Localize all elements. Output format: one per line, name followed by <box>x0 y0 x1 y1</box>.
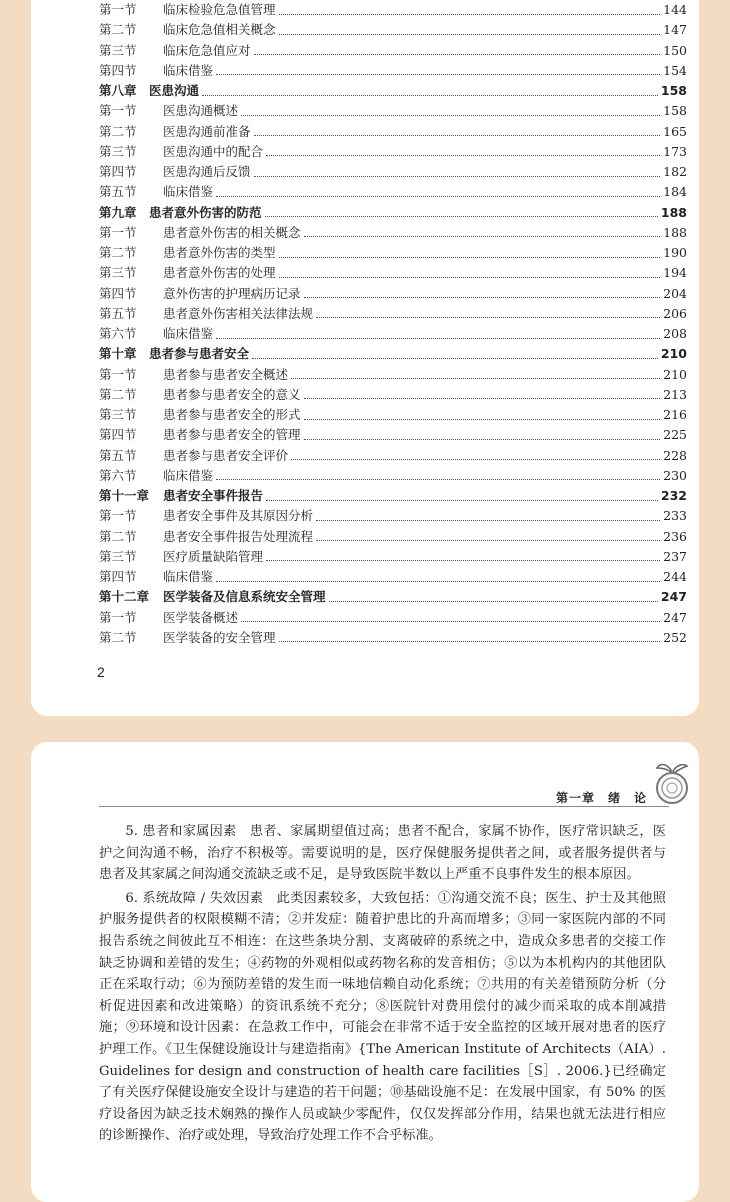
toc-entry-title: 患者参与患者安全的形式 <box>163 407 301 422</box>
toc-entry-title: 临床危急值应对 <box>163 42 251 58</box>
toc-entry-page: 210 <box>663 366 687 382</box>
toc-entry-label: 第十一章 <box>99 488 150 503</box>
toc-entry-page: 194 <box>663 265 687 281</box>
toc-leader-dots <box>254 54 661 55</box>
toc-section-row[interactable] <box>99 162 687 182</box>
toc-section-row[interactable] <box>99 628 687 648</box>
toc-entry-label: 第一节 <box>99 2 137 17</box>
toc-entry-page: 216 <box>663 407 687 422</box>
toc-section-row[interactable] <box>99 527 687 547</box>
body-paragraph: 6. 系统故障 / 失效因素 此类因素较多，大致包括：①沟通交流不良；医生、护士及其他照护服务提供者的权限模糊不清；②并发症：随着护患比的升高而增多；③同一家医院内部的不同报告系统之间彼此互不相连：在这些条块分割、支离破碎的系统之中，造成众多患者的交接工作缺乏协调和差错的发生；④药物的外观相似或药物名称的发音相仿；⑤以为本机构内的其他团队正在采取行动；⑥为预防差错的发生而一味地信赖自动化系统；⑦共用的有关差错预防分析（分析促进因素和改进策略）的资讯系统不充分；⑧医院针对费用偿付的减少而采取的成本削减措施；⑨环境和设计因素：在急救工作中，可能会在非常不适于安全监控的区域开展对患者的医疗护理工作。《卫生保健设施设计与建造指南》{The American Institute of Architects（AIA）. Guidelines for design and construction of health care facilities［S］. 2006.}已经确定了有关医疗保健设施安全设计与建造的若干问题；⑩基础设施不足：在发展中国家，有 50% 的医疗设备因为缺乏技术娴熟的操作人员或缺少零配件，仅仅发挥部分作用，结果也就无法进行相应的诊断操作、治疗或处理，导致治疗处理工作不合乎标准。 <box>99 890 666 1144</box>
toc-section-row[interactable] <box>99 243 687 263</box>
toc-entry-page: 173 <box>663 143 687 159</box>
toc-entry-page: 252 <box>663 629 687 645</box>
toc-entry-page: 184 <box>663 184 687 200</box>
toc-entry-title: 患者参与患者安全 <box>149 346 250 362</box>
toc-entry-label: 第一节 <box>99 103 137 119</box>
toc-leader-dots <box>241 621 660 622</box>
toc-leader-dots <box>254 176 661 177</box>
toc-entry-page: 225 <box>663 427 687 443</box>
toc-leader-dots <box>252 358 658 359</box>
toc-leader-dots <box>304 297 661 298</box>
toc-entry-title: 患者意外伤害的处理 <box>163 265 276 281</box>
table-of-contents <box>99 0 687 648</box>
toc-entry-title: 患者安全事件报告 <box>163 488 264 503</box>
toc-leader-dots <box>291 378 660 379</box>
toc-entry-label: 第二节 <box>99 386 137 402</box>
toc-entry-label: 第十二章 <box>99 589 150 605</box>
toc-leader-dots <box>216 74 660 75</box>
toc-entry-title: 医学装备的安全管理 <box>163 629 276 645</box>
toc-section-row[interactable] <box>99 284 687 304</box>
toc-chapter-row[interactable] <box>99 587 687 607</box>
toc-leader-dots <box>216 581 660 582</box>
toc-leader-dots <box>266 155 660 156</box>
toc-section-row[interactable] <box>99 405 687 425</box>
toc-entry-page: 182 <box>663 164 687 179</box>
toc-entry-label: 第四节 <box>99 285 137 301</box>
toc-entry-page: 154 <box>663 62 687 78</box>
toc-entry-label: 第九章 <box>99 204 137 220</box>
toc-entry-label: 第六节 <box>99 326 137 341</box>
toc-leader-dots <box>304 398 661 399</box>
toc-section-row[interactable] <box>99 365 687 385</box>
toc-entry-page: 233 <box>663 508 687 524</box>
toc-section-row[interactable] <box>99 385 687 405</box>
toc-entry-page: 165 <box>663 123 687 139</box>
toc-leader-dots <box>216 338 660 339</box>
toc-entry-page: 228 <box>663 447 687 463</box>
toc-leader-dots <box>316 317 660 318</box>
toc-section-row[interactable] <box>99 182 687 202</box>
toc-entry-title: 临床检验危急值管理 <box>163 2 276 17</box>
toc-leader-dots <box>316 520 660 521</box>
toc-section-row[interactable] <box>99 446 687 466</box>
toc-leader-dots <box>291 459 660 460</box>
toc-section-row[interactable] <box>99 608 687 628</box>
toc-entry-title: 医学装备及信息系统安全管理 <box>163 589 326 605</box>
toc-section-row[interactable] <box>99 61 687 81</box>
toc-section-row[interactable] <box>99 567 687 587</box>
toc-entry-label: 第五节 <box>99 184 137 200</box>
toc-entry-title: 临床借鉴 <box>163 62 214 78</box>
toc-entry-label: 第四节 <box>99 62 137 78</box>
toc-section-row[interactable] <box>99 122 687 142</box>
toc-section-row[interactable] <box>99 466 687 486</box>
toc-leader-dots <box>216 479 660 480</box>
toc-chapter-row[interactable] <box>99 203 687 223</box>
page-number: 2 <box>97 664 105 680</box>
toc-entry-label: 第二节 <box>99 123 137 139</box>
toc-section-row[interactable] <box>99 20 687 40</box>
toc-entry-label: 第二节 <box>99 245 137 260</box>
toc-entry-page: 213 <box>663 386 687 402</box>
header-rule <box>99 806 669 807</box>
toc-entry-title: 患者参与患者安全概述 <box>163 366 289 382</box>
toc-leader-dots <box>279 277 661 278</box>
toc-section-row[interactable] <box>99 547 687 567</box>
body-text <box>99 821 666 1149</box>
toc-entry-label: 第二节 <box>99 22 137 38</box>
toc-section-row[interactable] <box>99 304 687 324</box>
toc-leader-dots <box>202 95 658 96</box>
toc-leader-dots <box>266 560 660 561</box>
toc-entry-page: 247 <box>663 609 687 625</box>
toc-chapter-row[interactable] <box>99 81 687 101</box>
toc-entry-label: 第二节 <box>99 629 137 645</box>
toc-entry-page: 190 <box>663 245 687 260</box>
toc-entry-title: 医患沟通中的配合 <box>163 143 264 159</box>
toc-chapter-row[interactable] <box>99 344 687 364</box>
toc-entry-page: 206 <box>663 305 687 321</box>
toc-entry-label: 第三节 <box>99 265 137 281</box>
toc-leader-dots <box>304 419 661 420</box>
toc-entry-label: 第一节 <box>99 609 137 625</box>
toc-entry-label: 第四节 <box>99 427 137 443</box>
toc-entry-page: 158 <box>663 103 687 119</box>
toc-leader-dots <box>279 257 661 258</box>
toc-entry-label: 第三节 <box>99 143 137 159</box>
toc-entry-title: 医患沟通 <box>149 83 200 98</box>
toc-leader-dots <box>265 216 658 217</box>
toc-leader-dots <box>279 34 661 35</box>
running-head: 第一章 绪 论 <box>555 791 647 805</box>
toc-entry-title: 患者安全事件及其原因分析 <box>163 508 314 524</box>
toc-entry-page: 204 <box>663 285 687 301</box>
body-paragraph: 5. 患者和家属因素 患者、家属期望值过高；患者不配合，家属不协作，医疗常识缺乏，医护之间沟通不畅，治疗不积极等。需要说明的是，医疗保健服务提供者之间，或者服务提供者与患者及其家属之间沟通交流缺乏或不足，是导致医院半数以上严重不良事件发生的根本原因。 <box>99 824 666 883</box>
toc-entry-label: 第三节 <box>99 407 137 422</box>
toc-entry-label: 第一节 <box>99 508 137 524</box>
toc-entry-title: 患者安全事件报告处理流程 <box>163 528 314 544</box>
toc-section-row[interactable] <box>99 41 687 61</box>
toc-entry-label: 第十章 <box>99 346 137 362</box>
toc-entry-label: 第三节 <box>99 42 137 58</box>
toc-entry-page: 210 <box>660 346 687 362</box>
toc-entry-title: 患者参与患者安全评价 <box>163 447 289 463</box>
toc-entry-page: 150 <box>663 42 687 58</box>
toc-entry-page: 188 <box>660 204 687 220</box>
toc-section-row[interactable] <box>99 0 687 20</box>
toc-leader-dots <box>279 641 661 642</box>
toc-leader-dots <box>279 14 661 15</box>
toc-leader-dots <box>254 135 661 136</box>
toc-entry-page: 188 <box>663 224 687 240</box>
toc-entry-title: 医学装备概述 <box>163 609 239 625</box>
toc-entry-title: 患者意外伤害的类型 <box>163 245 276 260</box>
toc-entry-title: 医患沟通前准备 <box>163 123 251 139</box>
toc-entry-title: 患者参与患者安全的管理 <box>163 427 301 443</box>
toc-entry-label: 第一节 <box>99 366 137 382</box>
toc-entry-page: 244 <box>663 569 687 584</box>
toc-entry-title: 临床借鉴 <box>163 184 214 200</box>
toc-section-row[interactable] <box>99 223 687 243</box>
toc-entry-label: 第六节 <box>99 467 137 483</box>
toc-section-row[interactable] <box>99 142 687 162</box>
toc-entry-page: 230 <box>663 467 687 483</box>
toc-entry-page: 158 <box>660 83 687 98</box>
text-page-card <box>31 742 699 1202</box>
toc-entry-page: 237 <box>663 548 687 564</box>
toc-entry-title: 医疗质量缺陷管理 <box>163 548 264 564</box>
toc-entry-label: 第三节 <box>99 548 137 564</box>
toc-leader-dots <box>241 115 660 116</box>
toc-entry-label: 第四节 <box>99 569 137 584</box>
orange-fruit-icon <box>651 760 693 806</box>
toc-section-row[interactable] <box>99 425 687 445</box>
toc-entry-title: 患者意外伤害相关法律法规 <box>163 305 314 321</box>
toc-section-row[interactable] <box>99 506 687 526</box>
toc-section-row[interactable] <box>99 101 687 121</box>
toc-entry-title: 患者意外伤害的防范 <box>149 204 262 220</box>
toc-entry-title: 临床危急值相关概念 <box>163 22 276 38</box>
toc-entry-title: 临床借鉴 <box>163 467 214 483</box>
toc-entry-title: 患者意外伤害的相关概念 <box>163 224 301 240</box>
toc-entry-title: 意外伤害的护理病历记录 <box>163 285 301 301</box>
toc-entry-title: 医患沟通后反馈 <box>163 164 251 179</box>
toc-leader-dots <box>304 439 661 440</box>
toc-entry-label: 第二节 <box>99 528 137 544</box>
toc-leader-dots <box>316 540 660 541</box>
toc-entry-page: 147 <box>663 22 687 38</box>
toc-entry-page: 144 <box>663 2 687 17</box>
toc-entry-title: 医患沟通概述 <box>163 103 239 119</box>
toc-section-row[interactable] <box>99 324 687 344</box>
toc-leader-dots <box>216 196 660 197</box>
toc-entry-label: 第五节 <box>99 305 137 321</box>
toc-entry-page: 232 <box>660 488 687 503</box>
toc-entry-page: 247 <box>660 589 687 605</box>
toc-leader-dots <box>266 500 658 501</box>
toc-entry-label: 第四节 <box>99 164 137 179</box>
toc-entry-page: 208 <box>663 326 687 341</box>
toc-chapter-row[interactable] <box>99 486 687 506</box>
toc-leader-dots <box>329 601 658 602</box>
toc-entry-label: 第五节 <box>99 447 137 463</box>
toc-entry-label: 第一节 <box>99 224 137 240</box>
toc-section-row[interactable] <box>99 263 687 283</box>
toc-entry-label: 第八章 <box>99 83 137 98</box>
toc-page-card <box>31 0 699 716</box>
toc-leader-dots <box>304 236 661 237</box>
toc-entry-page: 236 <box>663 528 687 544</box>
toc-entry-title: 临床借鉴 <box>163 569 214 584</box>
toc-entry-title: 患者参与患者安全的意义 <box>163 386 301 402</box>
toc-entry-title: 临床借鉴 <box>163 326 214 341</box>
